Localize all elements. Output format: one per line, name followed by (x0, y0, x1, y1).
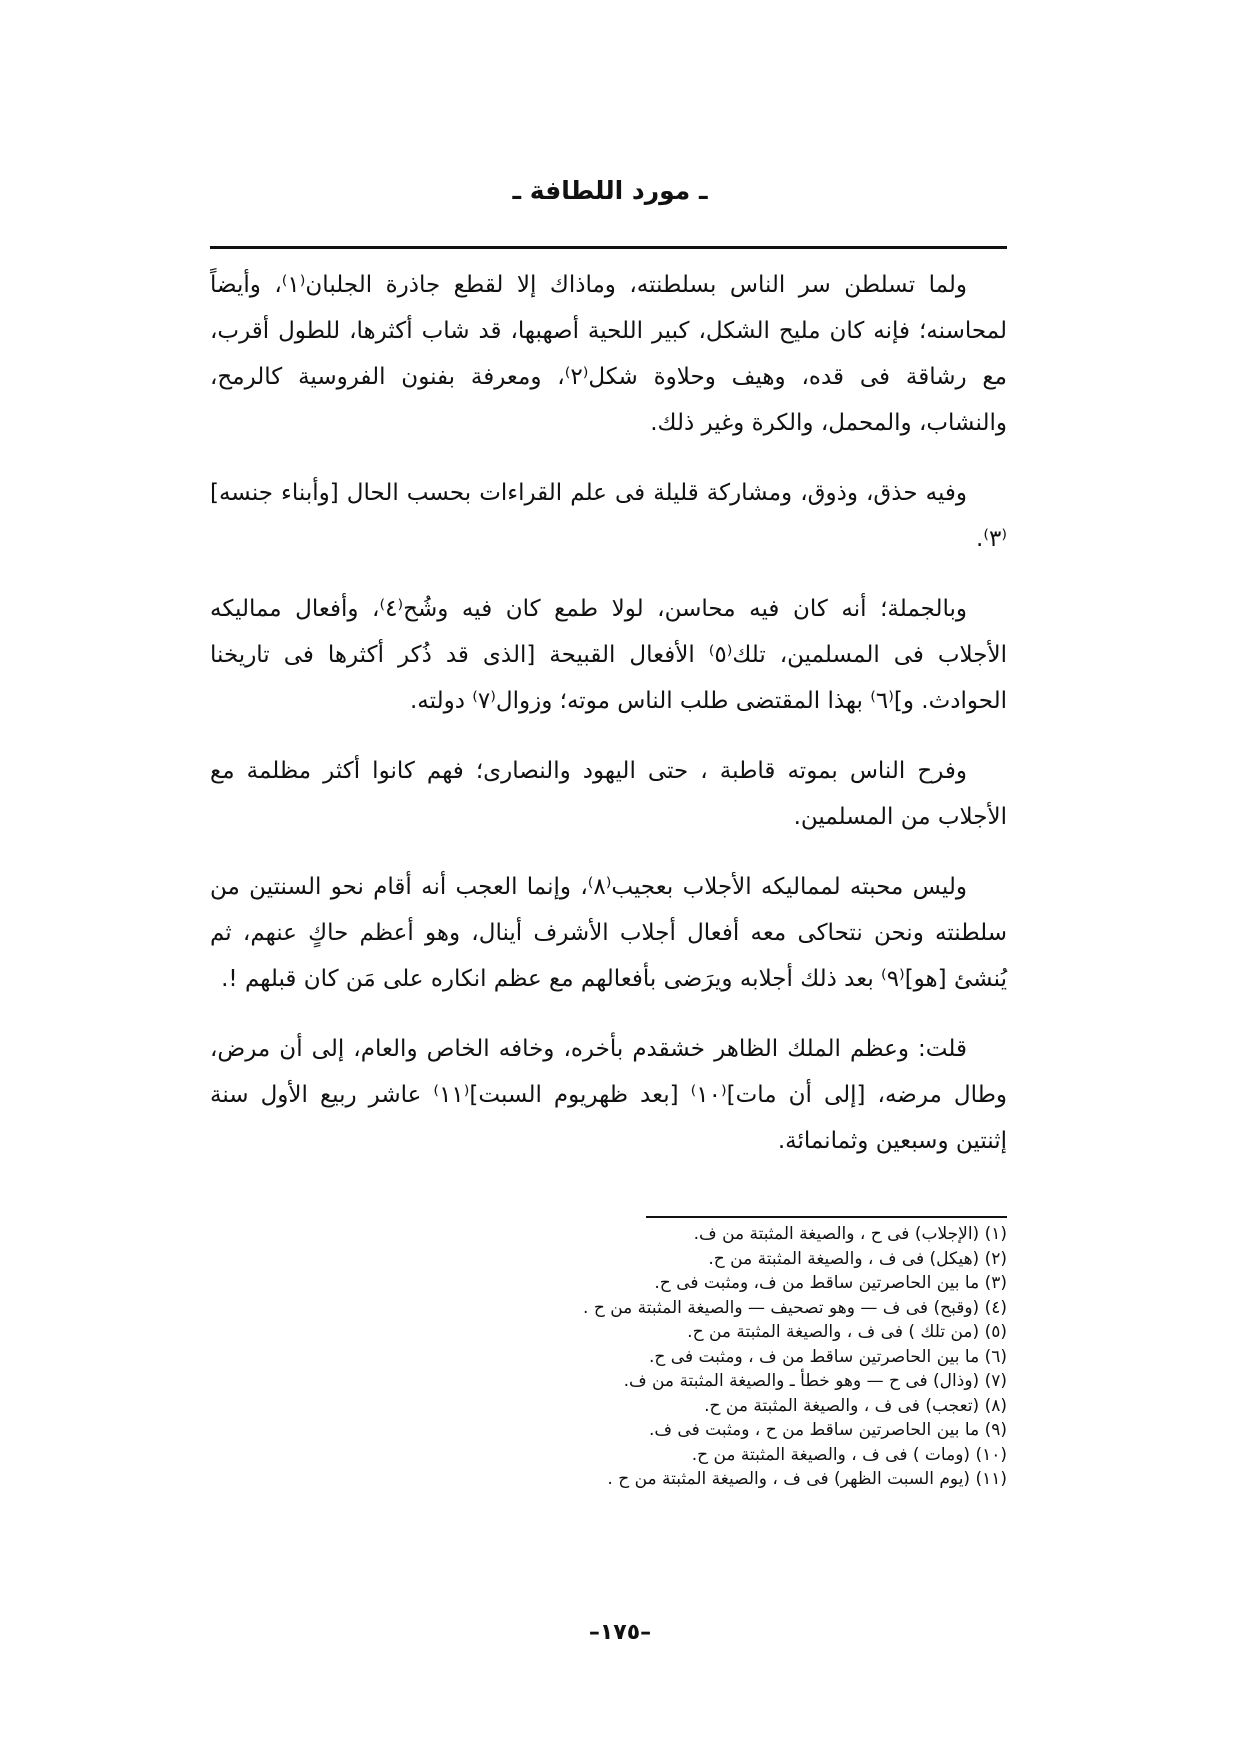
footnote: (٢) (هيكل) فى ف ، والصيغة المثبتة من ح. (708, 1248, 1007, 1269)
main-text (210, 262, 1007, 1188)
footnote: (٤) (وقبح) فى ف — وهو تصحيف — والصيغة المثبتة من ح . (583, 1297, 1007, 1318)
paragraph: وليس محبته لمماليكه الأجلاب بعجيب⁽٨⁾، وإنما العجب أنه أقام نحو السنتين من سلطنته ونحن نتحاكى معه أفعال أجلاب الأشرف أينال، وهو أعظم حاكٍ عنهم، ثم يُنشئ [هو]⁽٩⁾ بعد ذلك أجلابه ويرَضى بأفعالهم مع عظم انكاره على مَن كان قبلهم !. (210, 874, 1007, 992)
paragraph: ولما تسلطن سر الناس بسلطنته، وماذاك إلا لقطع جاذرة الجلبان⁽١⁾، وأيضاً لمحاسنه؛ فإنه كان مليح الشكل، كبير اللحية أصهبها، قد شاب أكثرها، للطول أقرب، مع رشاقة فى قده، وهيف وحلاوة شكل⁽٢⁾، ومعرفة بفنون الفروسية كالرمح، والنشاب، والمحمل، والكرة وغير ذلك. (210, 272, 1007, 436)
footnote: (٧) (وذال) فى ح — وهو خطأ ـ والصيغة المثبتة من ف. (623, 1371, 1007, 1391)
footnote: (٨) (تعجب) فى ف ، والصيغة المثبتة من ح. (704, 1395, 1007, 1416)
footnote: (١١) (يوم السبت الظهر) فى ف ، والصيغة المثبتة من ح . (607, 1469, 1007, 1489)
paragraph: وفيه حذق، وذوق، ومشاركة قليلة فى علم القراءات بحسب الحال [وأبناء جنسه]⁽٣⁾. (210, 480, 1007, 552)
running-header: ـ مورد اللطافة ـ (512, 176, 708, 205)
footnote: (٩) ما بين الحاصرتين ساقط من ح ، ومثبت فى ف. (649, 1420, 1007, 1440)
footnote-divider (646, 1216, 1007, 1218)
footnote: (١٠) (ومات ) فى ف ، والصيغة المثبتة من ح. (691, 1444, 1007, 1465)
header-divider (210, 246, 1007, 249)
paragraph: وفرح الناس بموته قاطبة ، حتى اليهود والنصارى؛ فهم كانوا أكثر مظلمة مع الأجلاب من المسلمين. (210, 758, 1007, 830)
footnote: (٣) ما بين الحاصرتين ساقط من ف، ومثبت فى ح. (654, 1273, 1007, 1293)
footnote: (١) (الإجلاب) فى ح ، والصيغة المثبتة من ف. (693, 1224, 1007, 1244)
paragraph: وبالجملة؛ أنه كان فيه محاسن، لولا طمع كان فيه وشُح⁽٤⁾، وأفعال مماليكه الأجلاب فى المسلمين، تلك⁽٥⁾ الأفعال القبيحة [الذى قد ذُكر أكثرها فى تاريخنا الحوادث. و]⁽٦⁾ بهذا المقتضى طلب الناس موته؛ وزوال⁽٧⁾ دولته. (210, 596, 1007, 714)
footnotes (300, 1222, 1007, 1492)
paragraph: قلت: وعظم الملك الظاهر خشقدم بأخره، وخافه الخاص والعام، إلى أن مرض، وطال مرضه، [إلى أن مات]⁽١٠⁾ [بعد ظهريوم السبت]⁽١١⁾ عاشر ربيع الأول سنة إثنتين وسبعين وثمانمائة. (210, 1036, 1007, 1154)
footnote: (٦) ما بين الحاصرتين ساقط من ف ، ومثبت فى ح. (649, 1346, 1007, 1367)
page-number: –١٧٥– (588, 1620, 652, 1645)
footnote: (٥) (من تلك ) فى ف ، والصيغة المثبتة من ح. (687, 1322, 1007, 1342)
